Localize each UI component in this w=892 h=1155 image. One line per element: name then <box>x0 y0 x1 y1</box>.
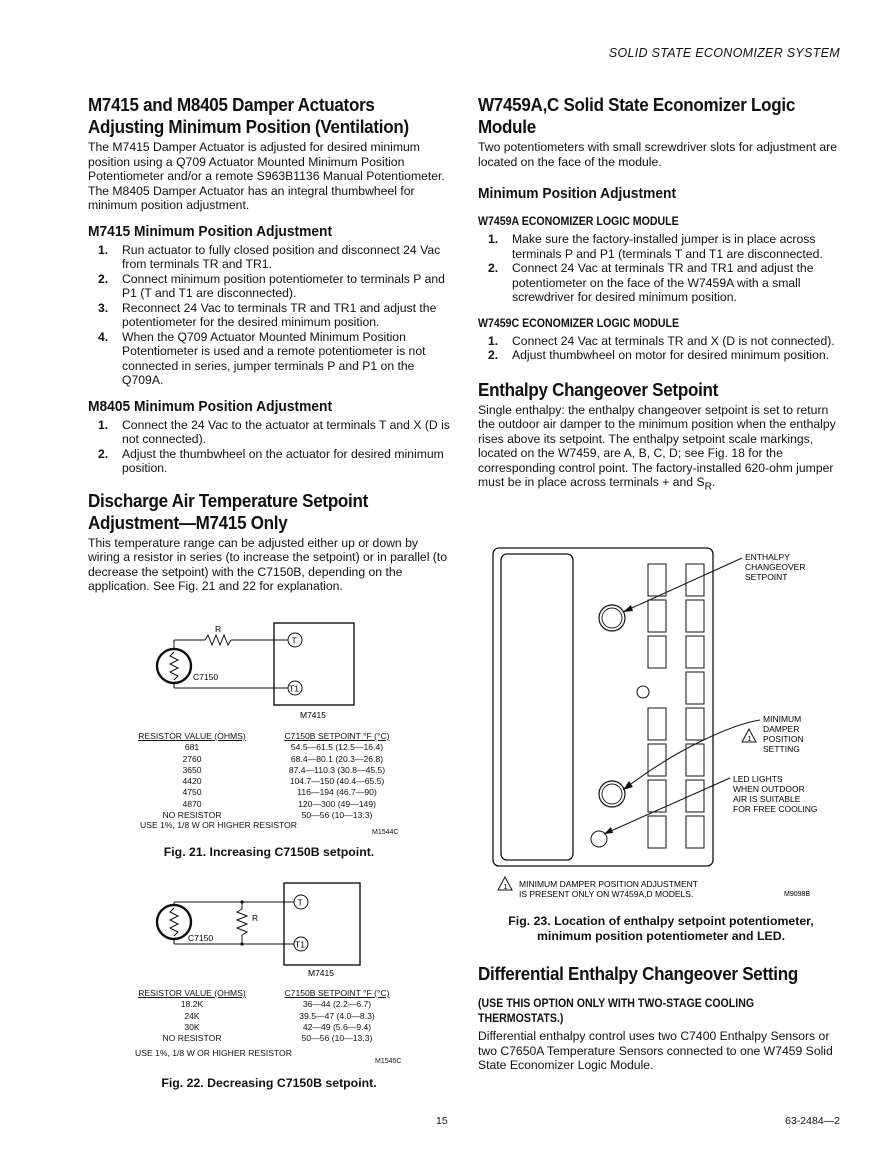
label-changeover: CHANGEOVER <box>745 562 806 572</box>
section-title-damper-actuators: M7415 and M8405 Damper Actuators Adjusting Minimum Position (Ventilation) <box>88 94 409 137</box>
svg-text:1: 1 <box>747 734 752 743</box>
svg-text:1: 1 <box>503 882 508 891</box>
label-when-outdoor: WHEN OUTDOOR <box>733 784 805 794</box>
terminal-t-label: T <box>291 635 297 646</box>
table-row: 681 54.5—61.5 (12.5—16.4) <box>184 742 384 753</box>
page-number: 15 <box>436 1115 448 1127</box>
table-row: NO RESISTOR 50—56 (10—13.3) <box>162 1033 373 1044</box>
terminal-t1-label: T1 <box>289 683 299 694</box>
w7459a-title: W7459A ECONOMIZER LOGIC MODULE <box>478 216 679 228</box>
label-free-cooling: FOR FREE COOLING <box>733 804 818 814</box>
actuator-label: M7415 <box>308 968 334 978</box>
list-item: 1. Run actuator to fully closed position and disconnect 24 Vac from terminals TR and TR1. <box>98 242 441 271</box>
fig21-note: USE 1%, 1/8 W OR HIGHER RESISTOR <box>140 820 297 830</box>
section-title-logic-module: W7459A,C Solid State Economizer Logic Module <box>478 94 796 137</box>
table-row: 18.2K 36—44 (2.2—6.7) <box>180 999 372 1010</box>
list-item: 2. Adjust the thumbwheel on the actuator for desired minimum position. <box>98 446 444 475</box>
sensor-label: C7150 <box>193 672 219 682</box>
list-item: 2. Connect minimum position potentiometer to terminals P and P1 (T and T1 are disconnected). <box>98 271 445 300</box>
table-row: 30K 42—49 (5.6—9.4) <box>184 1021 372 1032</box>
table-row: 3650 87.4—110.3 (30.8—45.5) <box>182 764 386 775</box>
table-row: NO RESISTOR 50—56 (10—13.3) <box>162 810 373 821</box>
fig22-table: RESISTOR VALUE (OHMS) C7150B SETPOINT °F (°C) 18.2K 36—44 (2.2—6.7) 24K 39.5—47 (4.0—8.3) 30K 42—49 (5.6—9.4) NO RESISTOR 50—56 (10—13.3) <box>132 988 422 1044</box>
fig23-module-diagram <box>490 546 840 902</box>
right-column <box>478 94 844 495</box>
min-position-title: Minimum Position Adjustment <box>478 185 677 202</box>
resistor-label: R <box>215 624 222 634</box>
list-item: 1. Connect the 24 Vac to the actuator at terminals T and X (D is not connected). <box>98 417 450 446</box>
table-row: 4750 116—194 (46.7—90) <box>182 787 377 798</box>
table-row: 4420 104.7—150 (40.4—65.5) <box>182 776 385 787</box>
logic-module-body: Two potentiometers with small screwdriver slots for adjustment are located on the face of the module. <box>478 140 837 169</box>
sensor-label: C7150 <box>188 933 214 943</box>
resistor-label: R <box>252 913 259 923</box>
fig21-caption: Fig. 21. Increasing C7150B setpoint. <box>163 845 375 859</box>
label-setting: SETTING <box>763 744 800 754</box>
differential-enthalpy-section <box>478 963 844 1073</box>
m7415-min-position-title: M7415 Minimum Position Adjustment <box>88 222 333 240</box>
document-number: 63-2484—2 <box>785 1115 840 1127</box>
list-item: 2. Adjust thumbwheel on motor for desired minimum position. <box>488 348 830 362</box>
label-minimum: MINIMUM <box>763 714 802 724</box>
fig21-wiring-diagram <box>150 618 370 723</box>
note-line-1: MINIMUM DAMPER POSITION ADJUSTMENT <box>519 879 698 889</box>
fig21-table: RESISTOR VALUE (OHMS) C7150B SETPOINT °F (°C) 681 54.5—61.5 (12.5—16.4) 2760 68.4—80.1 (20.3—26.8) 3650 87.4—110.3 (30.8—45.5) 4420 104.7—150 (40.4—65.5) 4750 116—194 (46.7—90) 4870 120—300 (49—149) NO RESISTOR 50—56 (10—13.3) <box>132 731 422 821</box>
w7459c-steps <box>478 334 844 363</box>
fig23-caption: Fig. 23. Location of enthalpy setpoint potentiometer, minimum position potentiometer and LED. <box>508 914 814 943</box>
fig22-wiring-diagram <box>150 880 370 982</box>
w7459c-title: W7459C ECONOMIZER LOGIC MODULE <box>478 317 680 330</box>
enthalpy-setpoint-body: Single enthalpy: the enthalpy changeover setpoint is set to return the outdoor air damper to the minimum position when the enthalpy rises above its setpoint. The enthalpy setpoint scale markings, located on the W7459, are A, B, C, D; see Fig. 18 for the corresponding control point. The factory-installed 620-ohm jumper must be in place across terminals + and $S_R$. <box>478 402 836 493</box>
list-item: 3. Reconnect 24 Vac to terminals TR and TR1 and adjust the potentiometer for the desired minimum position. <box>98 300 437 329</box>
label-enthalpy: ENTHALPY <box>745 552 790 562</box>
differential-enthalpy-body: Differential enthalpy control uses two C7400 Enthalpy Sensors or two C7650A Temperature Sensors connected to one W7459 Solid State Economizer Logic Module. <box>478 1029 833 1072</box>
label-led-lights: LED LIGHTS <box>733 774 783 784</box>
terminal-t-label: T <box>297 897 303 908</box>
terminal-t1-label: T1 <box>295 939 305 950</box>
left-column <box>88 94 450 594</box>
table-row: 4870 120—300 (49—149) <box>182 798 376 809</box>
m8405-min-position-title: M8405 Minimum Position Adjustment <box>88 397 333 415</box>
fig22-code: M1545C <box>375 1058 402 1065</box>
differential-note: (USE THIS OPTION ONLY WITH TWO-STAGE COOLING THERMOSTATS.) <box>478 998 755 1025</box>
fig23-code: M9098B <box>784 891 811 898</box>
w7459a-steps <box>478 232 844 305</box>
list-item: 4. When the Q709 Actuator Mounted Minimum Position Potentiometer is used and a remote potentiometer is not connected in series, jumper terminals P and P1 on the Q709A. <box>98 329 426 387</box>
section-title-discharge-air: Discharge Air Temperature Setpoint Adjustment—M7415 Only <box>88 489 369 533</box>
list-item: 1. Make sure the factory-installed jumper is in place across terminals P and P1 (terminals T and T1 are disconnected. <box>488 232 823 261</box>
list-item: 1. Connect 24 Vac at terminals TR and X (D is not connected). <box>488 333 835 348</box>
label-position: POSITION <box>763 734 804 744</box>
section-title-enthalpy-setpoint: Enthalpy Changeover Setpoint <box>478 378 719 400</box>
fig22-note: USE 1%, 1/8 W OR HIGHER RESISTOR <box>135 1048 292 1058</box>
table-row: 24K 39.5—47 (4.0—8.3) <box>184 1010 375 1021</box>
fig21-code: M1544C <box>372 829 399 836</box>
discharge-air-body: This temperature range can be adjusted either up or down by wiring a resistor in series (to increase the setpoint) or in parallel (to decrease the setpoint) with the C7150B, depending on the application. See Fig. 21 and 22 for explanation. <box>88 535 448 593</box>
note-line-2: IS PRESENT ONLY ON W7459A,D MODELS. <box>519 889 694 899</box>
table-row: 2760 68.4—80.1 (20.3—26.8) <box>182 753 384 764</box>
running-header: SOLID STATE ECONOMIZER SYSTEM <box>608 46 840 60</box>
m8405-steps <box>88 418 450 476</box>
damper-actuators-body: The M7415 Damper Actuator is adjusted for desired minimum position using a Q709 Actuator Mounted Minimum Position Potentiometer and/or a remote S963B1136 Manual Potentiometer. The M8405 Damper Actuator has an integral thumbwheel for minimum position adjustment. <box>88 140 445 212</box>
fig22-caption: Fig. 22. Decreasing C7150B setpoint. <box>161 1076 377 1090</box>
label-air-suitable: AIR IS SUITABLE <box>733 794 801 804</box>
label-setpoint: SETPOINT <box>745 572 788 582</box>
actuator-label: M7415 <box>300 710 326 720</box>
label-damper: DAMPER <box>763 724 800 734</box>
m7415-steps <box>88 243 450 388</box>
list-item: 2. Connect 24 Vac at terminals TR and TR1 and adjust the potentiometer on the face of the W7459A with a small screwdriver for desired minimum position. <box>488 261 814 304</box>
section-title-differential-enthalpy: Differential Enthalpy Changeover Setting <box>478 963 798 984</box>
